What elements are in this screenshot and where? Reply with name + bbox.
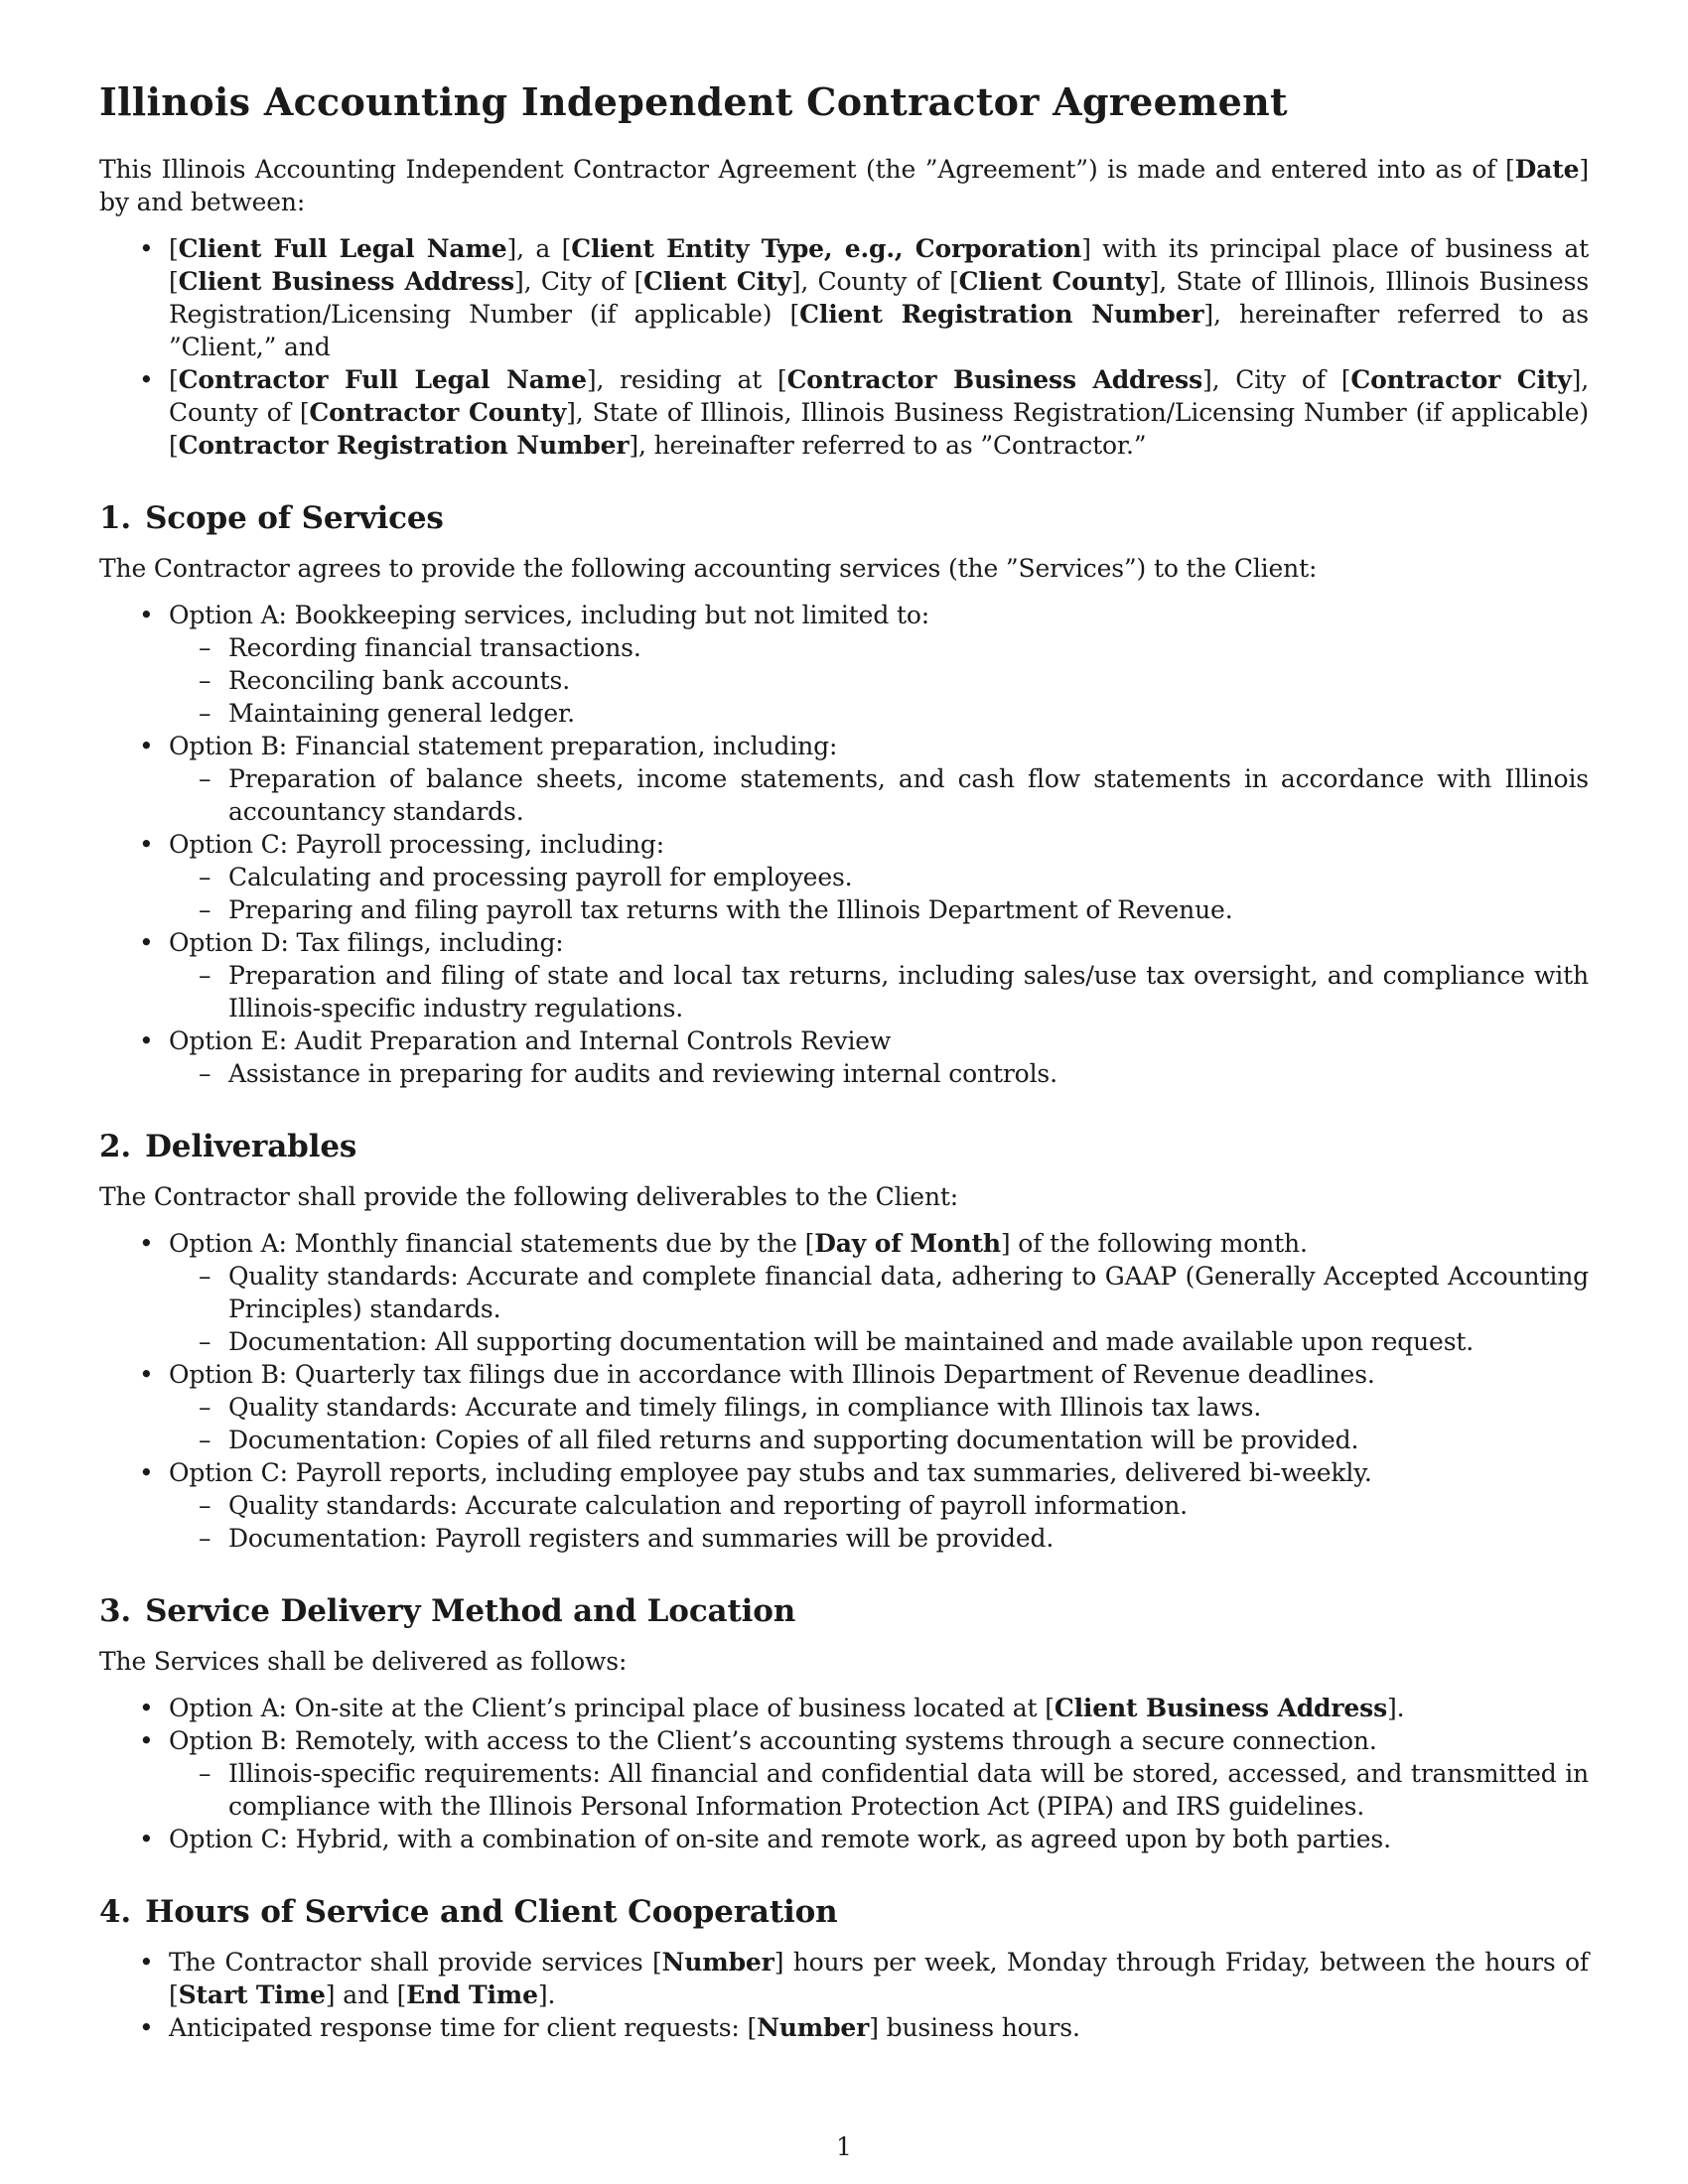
list-item: • Option A: Monthly financial statements due by the [Day of Month] of the following month. – Quality standards: Accurate and complete financial data, adhering to GAAP (Generally Accepted Accounting Principles) standards. – Documentation: All supporting documentation will be maintained and made available upon request.: [99, 1227, 1589, 1358]
section-heading-scope: 1. Scope of Services: [99, 500, 444, 536]
document-page: [99, 79, 1589, 2044]
deliverables-intro: The Contractor shall provide the following deliverables to the Client:: [99, 1182, 959, 1211]
section-heading-hours: 4. Hours of Service and Client Cooperation: [99, 1894, 838, 1930]
list-item: • Option A: On-site at the Client’s principal place of business located at [Client Business Address].: [99, 1692, 1589, 1724]
client-party-item: • [Client Full Legal Name], a [Client Entity Type, e.g., Corporation] with its principal place of business at [Client Business Address], City of [Client City], County of [Client County], State of Illinois, Illinois Business Registration/Licensing Number (if applicable) [Client Registration Number], hereinafter referred to as ”Client,” and: [99, 232, 1589, 363]
contractor-party-item: • [Contractor Full Legal Name], residing at [Contractor Business Address], City of [Contractor City], County of [Contractor County], State of Illinois, Illinois Business Registration/Licensing Number (if applicable) [Contractor Registration Number], hereinafter referred to as ”Contractor.”: [99, 363, 1589, 462]
section-heading-delivery: 3. Service Delivery Method and Location: [99, 1593, 796, 1629]
list-item: – Documentation: Copies of all filed returns and supporting documentation will be provided.: [169, 1424, 1589, 1456]
list-item: • The Contractor shall provide services [Number] hours per week, Monday through Friday, between the hours of [Start Time] and [End Time].: [99, 1946, 1589, 2011]
page-number: 1: [836, 2132, 852, 2161]
list-item: – Illinois-specific requirements: All financial and confidential data will be stored, accessed, and transmitted in compliance with the Illinois Personal Information Protection Act (PIPA) and IRS guidelines.: [169, 1757, 1589, 1823]
list-item: • Option C: Payroll processing, including: – Calculating and processing payroll for employees. – Preparing and filing payroll tax returns with the Illinois Department of Revenue.: [99, 828, 1589, 926]
list-item: • Option C: Hybrid, with a combination of on-site and remote work, as agreed upon by both parties.: [99, 1823, 1589, 1855]
list-item: • Anticipated response time for client requests: [Number] business hours.: [99, 2011, 1589, 2044]
list-item: – Recording financial transactions.: [169, 631, 1589, 664]
list-item: – Documentation: Payroll registers and summaries will be provided.: [169, 1522, 1589, 1555]
parties-list: [99, 232, 1589, 462]
list-item: • Option A: Bookkeeping services, including but not limited to: – Recording financial transactions. – Reconciling bank accounts. – Maintaining general ledger.: [99, 599, 1589, 730]
list-item: – Preparing and filing payroll tax returns with the Illinois Department of Revenue.: [169, 893, 1589, 926]
delivery-intro: The Services shall be delivered as follows:: [99, 1647, 628, 1676]
list-item: – Quality standards: Accurate calculation and reporting of payroll information.: [169, 1489, 1589, 1522]
list-item: • Option C: Payroll reports, including employee pay stubs and tax summaries, delivered bi-weekly. – Quality standards: Accurate calculation and reporting of payroll information. – Documentation: Payroll registers and summaries will be provided.: [99, 1456, 1589, 1555]
list-item: – Calculating and processing payroll for employees.: [169, 861, 1589, 893]
list-item: • Option B: Remotely, with access to the Client’s accounting systems through a secure connection. – Illinois-specific requirements: All financial and confidential data will be stored, accessed, and transmitted in compliance with the Illinois Personal Information Protection Act (PIPA) and IRS guidelines.: [99, 1724, 1589, 1823]
hours-list: [99, 1946, 1589, 2044]
delivery-options-list: [99, 1692, 1589, 1855]
list-item: – Documentation: All supporting documentation will be maintained and made available upon request.: [169, 1325, 1589, 1358]
deliverables-options-list: [99, 1227, 1589, 1555]
list-item: – Preparation and filing of state and local tax returns, including sales/use tax oversight, and compliance with Illinois-specific industry regulations.: [169, 959, 1589, 1024]
scope-options-list: [99, 599, 1589, 1090]
list-item: – Maintaining general ledger.: [169, 697, 1589, 730]
list-item: • Option D: Tax filings, including: – Preparation and filing of state and local tax returns, including sales/use tax oversight, and compliance with Illinois-specific industry regulations.: [99, 926, 1589, 1024]
list-item: – Preparation of balance sheets, income statements, and cash flow statements in accordance with Illinois accountancy standards.: [169, 762, 1589, 828]
scope-intro: The Contractor agrees to provide the following accounting services (the ”Services”) to the Client:: [99, 554, 1318, 583]
section-heading-deliverables: 2. Deliverables: [99, 1129, 357, 1164]
list-item: – Assistance in preparing for audits and reviewing internal controls.: [169, 1057, 1589, 1090]
list-item: • Option B: Quarterly tax filings due in accordance with Illinois Department of Revenue deadlines. – Quality standards: Accurate and timely filings, in compliance with Illinois tax laws. – Documentation: Copies of all filed returns and supporting documentation will be provided.: [99, 1358, 1589, 1456]
list-item: • Option E: Audit Preparation and Internal Controls Review – Assistance in preparing for audits and reviewing internal controls.: [99, 1024, 1589, 1090]
list-item: • Option B: Financial statement preparation, including: – Preparation of balance sheets, income statements, and cash flow statements in accordance with Illinois accountancy standards.: [99, 730, 1589, 828]
list-item: – Quality standards: Accurate and complete financial data, adhering to GAAP (Generally Accepted Accounting Principles) standards.: [169, 1260, 1589, 1325]
document-title: Illinois Accounting Independent Contractor Agreement: [99, 79, 1288, 124]
intro-paragraph: This Illinois Accounting Independent Contractor Agreement (the ”Agreement”) is made and entered into as of [Date] by and between:: [99, 155, 1589, 216]
list-item: – Reconciling bank accounts.: [169, 664, 1589, 697]
date-placeholder: Date: [1514, 155, 1580, 184]
list-item: – Quality standards: Accurate and timely filings, in compliance with Illinois tax laws.: [169, 1391, 1589, 1424]
